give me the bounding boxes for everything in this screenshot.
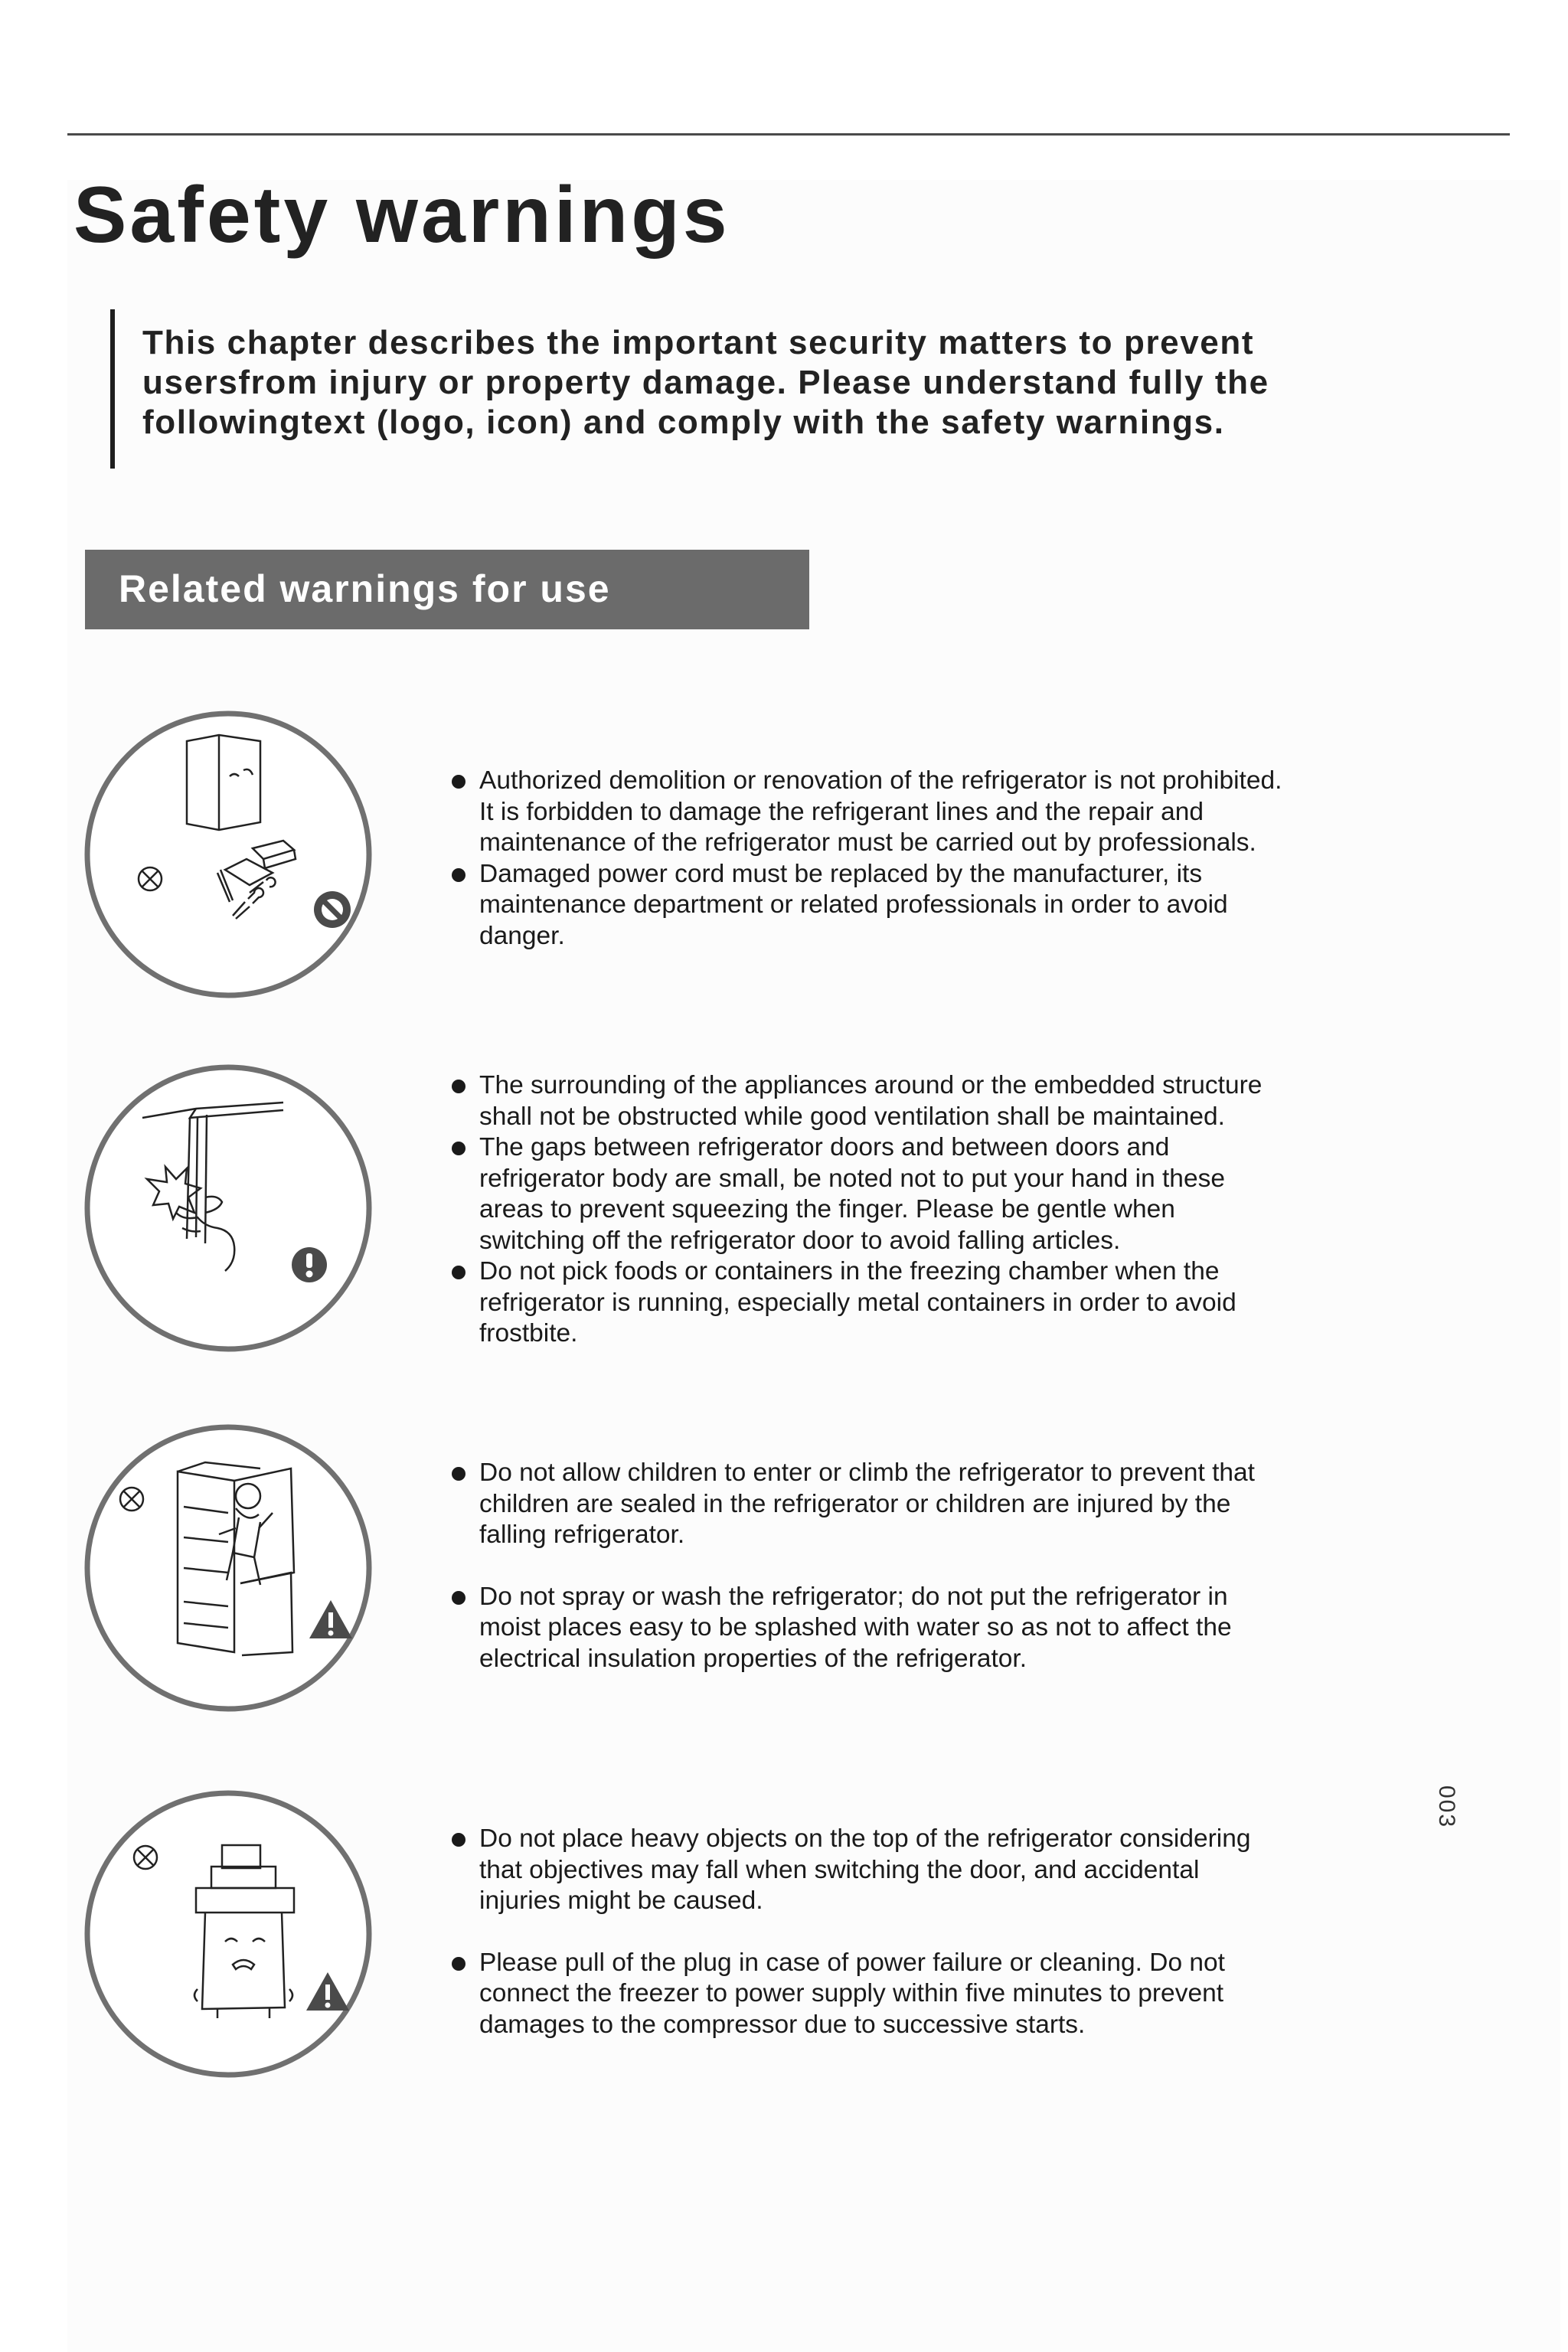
warning-list-2 [450,1070,1400,1350]
bullet-icon [452,1266,466,1279]
child-climbing-warning-illustration [83,1423,374,1713]
bullet-icon [452,1467,466,1481]
section-header-label: Related warnings for use [119,567,611,610]
bullet-icon [452,1957,466,1971]
bullet-icon [452,1591,466,1605]
header-rule [67,133,1510,136]
list-item: Do not place heavy objects on the top of the refrigerator considering that objectives may fall when switching the door, and accidental injuries might be caused. [450,1824,1400,1917]
door-pinch-warning-illustration [83,1063,374,1354]
section-header [85,550,809,629]
warning-list-1 [450,766,1400,952]
intro-text: This chapter describes the important security matters to prevent usersfrom injury or property damage. Please understand fully the followingtext (logo, icon) and comply with the safety warnings. [142,324,1269,441]
bullet-icon [452,775,466,789]
page-number: 003 [1434,1785,1459,1829]
intro-accent-bar [110,309,115,469]
warning-list-4 [450,1824,1400,2040]
list-item: The surrounding of the appliances around or the embedded structure shall not be obstructed while good ventilation shall be maintained. [450,1070,1400,1132]
list-item: Do not pick foods or containers in the freezing chamber when the refrigerator is running, especially metal containers in order to avoid frostbite. [450,1256,1400,1350]
heavy-objects-warning-illustration [83,1788,374,2079]
list-item: Damaged power cord must be replaced by the manufacturer, its maintenance department or related professionals in order to avoid danger. [450,859,1400,952]
warning-list-3 [450,1458,1400,1674]
bullet-icon [452,868,466,882]
list-item: Please pull of the plug in case of power failure or cleaning. Do not connect the freezer to power supply within five minutes to prevent damages to the compressor due to successive starts. [450,1948,1400,2041]
list-item: Do not spray or wash the refrigerator; do not put the refrigerator in moist places easy to be splashed with water so as not to affect the electrical insulation properties of the refrigerator. [450,1582,1400,1675]
list-item: Do not allow children to enter or climb the refrigerator to prevent that children are sealed in the refrigerator or children are injured by the falling refrigerator. [450,1458,1400,1551]
list-item: Authorized demolition or renovation of the refrigerator is not prohibited. It is forbidden to damage the refrigerant lines and the repair and maintenance of the refrigerator must be carried out by professionals. [450,766,1400,859]
bullet-icon [452,1142,466,1155]
bullet-icon [452,1080,466,1093]
bullet-icon [452,1833,466,1847]
page-title: Safety warnings [74,171,730,260]
list-item: The gaps between refrigerator doors and between doors and refrigerator body are small, be noted not to put your hand in these areas to prevent squeezing the finger. Please be gentle when switching off the refrigerator door to avoid falling articles. [450,1132,1400,1256]
disassembly-prohibited-illustration [83,709,374,1000]
